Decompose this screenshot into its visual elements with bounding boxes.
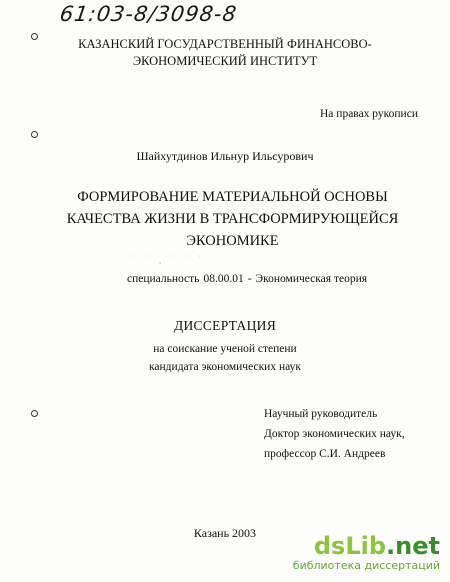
city-year: Казань 2003 (193, 526, 257, 540)
dissertation-heading: ДИССЕРТАЦИЯ (173, 318, 276, 333)
dslib-watermark (293, 534, 440, 572)
supervisor-degree: Доктор экономических наук, (264, 428, 405, 440)
faint-stamp-marks: ˙ ˙ ¸ ˙ ˙ ˙ (132, 254, 206, 264)
handwritten-library-code: 61:03-8/3098-8 (58, 2, 239, 26)
watermark-logo-accent: .net (386, 532, 440, 560)
specialty-name: Экономическая теория (255, 273, 368, 285)
rights-note: На правах рукописи (320, 108, 418, 120)
degree-sought (0, 340, 450, 376)
supervisor-role: Научный руководитель (264, 408, 378, 420)
watermark-logo (293, 534, 440, 558)
binder-hole-mark (31, 131, 38, 138)
dissertation-title: ФОРМИРОВАНИЕ МАТЕРИАЛЬНОЙ ОСНОВЫ КАЧЕСТВА ЖИЗНИ В ТРАНСФОРМИРУЮЩЕЙСЯ ЭКОНОМИКЕ (66, 189, 399, 249)
degree-line-2: кандидата экономических наук (149, 361, 301, 373)
degree-line-1: на соискание ученой степени (153, 343, 297, 355)
binder-hole-mark (31, 410, 38, 417)
watermark-logo-main: dsLib (313, 532, 387, 560)
watermark-subtitle: библиотека диссертаций (292, 559, 440, 572)
specialty-separator: - (247, 273, 252, 285)
specialty-line (127, 273, 367, 285)
specialty-label: специальность (127, 273, 200, 285)
institute-name: КАЗАНСКИЙ ГОСУДАРСТВЕННЫЙ ФИНАНСОВО-ЭКОНОМИЧЕСКИЙ ИНСТИТУТ (78, 37, 372, 68)
author-name: Шайхутдинов Ильнур Ильсурович (136, 149, 314, 163)
supervisor-block (264, 404, 405, 464)
binder-hole-mark (31, 33, 38, 40)
supervisor-name: профессор С.И. Андреев (264, 448, 386, 460)
specialty-code: 08.00.01 (203, 273, 244, 285)
